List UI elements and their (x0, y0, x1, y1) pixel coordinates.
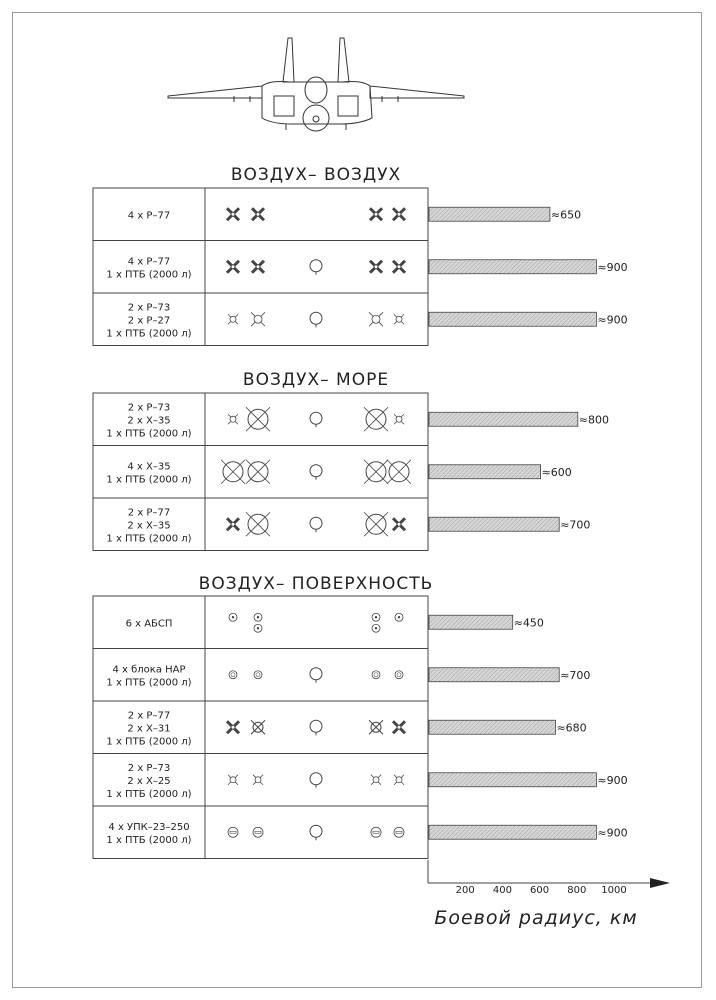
table-row (93, 649, 590, 689)
store-s-icon (394, 414, 404, 424)
missile-kh35-fins-icon (364, 407, 388, 431)
tick-label: 600 (530, 885, 550, 896)
table-row (93, 293, 628, 339)
range-value-label: ≈900 (597, 773, 628, 787)
aircraft-front-view-icon (168, 38, 464, 131)
bomb-cluster-dot-icon (257, 616, 259, 618)
missile-small-body-icon (255, 777, 261, 783)
rocket-pod-inner-icon (256, 673, 260, 677)
store-g-icon (228, 827, 238, 837)
drop-tank-icon (310, 312, 322, 324)
group-title: ВОЗДУХ– ВОЗДУХ (230, 165, 402, 185)
loadout-line: 4 x Р–77 (127, 210, 171, 222)
drop-tank-icon (310, 260, 322, 272)
loadout-line: 2 x Х–31 (127, 723, 171, 735)
missile-kh35-fins-icon (246, 407, 270, 431)
loadout-line: 1 x ПТБ (2000 л) (106, 736, 192, 748)
missile-kh35-fins-icon (246, 512, 270, 536)
store-g-icon (394, 827, 404, 837)
loadout-line: 1 x ПТБ (2000 л) (106, 428, 192, 440)
store-x-icon (370, 261, 382, 273)
drop-tank-icon (310, 668, 322, 680)
range-value-label: ≈450 (513, 616, 544, 630)
missile-body-icon (231, 265, 235, 269)
store-L-icon (364, 407, 388, 431)
store-L-icon (246, 407, 270, 431)
store-L-icon (246, 512, 270, 536)
table-row (106, 402, 609, 439)
store-L-icon (387, 460, 411, 484)
store-tank-icon (310, 260, 322, 275)
store-xs-icon (251, 720, 265, 734)
store-s-icon (228, 414, 238, 424)
loadout-line: 1 x ПТБ (2000 л) (106, 328, 192, 340)
rocket-pod-icon (395, 671, 403, 679)
range-value-label: ≈680 (556, 721, 587, 735)
store-r-icon (254, 671, 262, 679)
missile-body-icon (256, 265, 260, 269)
store-x-icon (227, 261, 239, 273)
loadout-line: 2 x Р–73 (127, 302, 171, 314)
tick-label: 1000 (601, 885, 627, 896)
loadout-line: 4 x Р–77 (127, 256, 171, 268)
gun-pod-barrel-icon (255, 831, 261, 833)
range-value-label: ≈600 (541, 465, 572, 479)
store-bb-icon (372, 613, 380, 632)
gun-pod-barrel-icon (396, 831, 402, 833)
missile-small-body-icon (230, 316, 236, 322)
x-axis (428, 860, 670, 929)
store-r-icon (372, 671, 380, 679)
missile-small-body-icon (396, 316, 402, 322)
bomb-cluster-dot-icon (232, 616, 234, 618)
store-x-icon (393, 208, 405, 220)
loadout-line: 4 x УПК–23–250 (108, 821, 190, 833)
store-bb-icon (254, 613, 262, 632)
store-x-icon (227, 208, 239, 220)
missile-r27-body-icon (372, 315, 380, 323)
store-tank-icon (310, 825, 322, 840)
missile-body-icon (397, 212, 401, 216)
missile-body-icon (374, 265, 378, 269)
gun-pod-barrel-icon (373, 831, 379, 833)
store-b-icon (229, 613, 237, 621)
missile-small-body-icon (373, 777, 379, 783)
rocket-pod-icon (254, 671, 262, 679)
chart-body (93, 165, 670, 929)
missile-small-body-icon (230, 416, 236, 422)
missile-small-body-icon (396, 777, 402, 783)
store-x-icon (393, 261, 405, 273)
range-bar (429, 465, 541, 479)
store-m-icon (369, 312, 383, 326)
gun-pod-barrel-icon (230, 831, 236, 833)
store-x-icon (393, 518, 405, 530)
store-s-icon (253, 775, 263, 785)
range-value-label: ≈700 (560, 668, 591, 682)
missile-kh35-fins-icon (246, 460, 270, 484)
loadout-line: 2 x Р–73 (127, 402, 171, 414)
range-bar (429, 312, 596, 326)
drop-tank-icon (310, 825, 322, 837)
range-bar (429, 260, 596, 274)
table-row (93, 806, 628, 846)
axis-title: Боевой радиус, км (434, 907, 638, 929)
missile-body-icon (256, 212, 260, 216)
group-3 (93, 574, 628, 859)
store-tank-icon (310, 412, 322, 427)
range-value-label: ≈700 (560, 518, 591, 532)
store-tank-icon (310, 720, 322, 735)
rocket-pod-inner-icon (231, 673, 235, 677)
range-value-label: ≈800 (578, 413, 610, 427)
range-bar (429, 517, 559, 531)
missile-kh35-fins-icon (364, 512, 388, 536)
loadout-line: 1 x ПТБ (2000 л) (106, 677, 192, 689)
store-x-icon (252, 208, 264, 220)
range-bar (429, 412, 578, 426)
loadout-line: 2 x Х–35 (127, 415, 171, 427)
store-g-icon (371, 827, 381, 837)
loadout-line: 1 x ПТБ (2000 л) (106, 533, 192, 545)
group-1 (93, 165, 628, 346)
bomb-cluster-dot-icon (375, 616, 377, 618)
bomb-cluster-dot-icon (257, 627, 259, 629)
drop-tank-icon (310, 412, 322, 424)
missile-small-body-icon (396, 416, 402, 422)
loadout-line: 2 x Х–25 (127, 775, 171, 787)
table-row (128, 207, 581, 221)
loadout-line: 1 x ПТБ (2000 л) (106, 269, 192, 281)
rocket-pod-icon (229, 671, 237, 679)
store-x-icon (370, 208, 382, 220)
tick-label: 800 (567, 885, 587, 896)
tick-label: 200 (455, 885, 475, 896)
store-b-icon (395, 613, 403, 621)
store-s-icon (228, 314, 238, 324)
store-r-icon (229, 671, 237, 679)
table-row (93, 701, 587, 747)
missile-r27-body-icon (254, 315, 262, 323)
rocket-pod-inner-icon (374, 673, 378, 677)
table-row (93, 498, 590, 544)
loadout-line: 1 x ПТБ (2000 л) (106, 474, 192, 486)
table-row (126, 613, 544, 632)
store-r-icon (395, 671, 403, 679)
missile-kh35-fins-icon (221, 460, 245, 484)
gun-pod-icon (394, 827, 404, 837)
loadout-line: 4 x Х–35 (127, 461, 171, 473)
store-x-icon (227, 518, 239, 530)
gun-pod-icon (371, 827, 381, 837)
store-x-icon (252, 261, 264, 273)
missile-body-icon (397, 265, 401, 269)
range-value-label: ≈900 (597, 260, 628, 274)
loadout-line: 2 x Р–73 (127, 762, 171, 774)
store-s-icon (371, 775, 381, 785)
store-s-icon (394, 775, 404, 785)
drop-tank-icon (310, 465, 322, 477)
store-L-icon (246, 460, 270, 484)
drop-tank-icon (310, 773, 322, 785)
store-s-icon (394, 314, 404, 324)
loadout-line: 4 x блока НАР (112, 664, 186, 676)
loadout-line: 2 x Р–27 (127, 315, 171, 327)
group-title: ВОЗДУХ– МОРЕ (242, 370, 390, 390)
loadout-line: 2 x Х–35 (127, 520, 171, 532)
missile-body-icon (397, 522, 401, 526)
store-g-icon (253, 827, 263, 837)
missile-body-icon (231, 212, 235, 216)
loadout-line: 1 x ПТБ (2000 л) (106, 834, 192, 846)
store-xs-icon (369, 720, 383, 734)
store-L-icon (221, 460, 245, 484)
loadout-line: 2 x Р–77 (127, 710, 171, 722)
range-value-label: ≈650 (550, 208, 582, 222)
store-tank-icon (310, 668, 322, 683)
store-tank-icon (310, 312, 322, 327)
range-bar (429, 668, 559, 682)
loadout-line: 6 x АБСП (125, 618, 173, 630)
range-bar (429, 825, 596, 839)
missile-body-icon (231, 522, 235, 526)
range-bar (429, 773, 596, 787)
store-x-icon (393, 721, 405, 733)
range-bar (429, 720, 555, 734)
group-2 (93, 370, 609, 551)
store-tank-icon (310, 465, 322, 480)
range-bar (429, 615, 513, 629)
rocket-pod-icon (372, 671, 380, 679)
table-row (93, 754, 628, 800)
store-x-icon (227, 721, 239, 733)
rocket-pod-inner-icon (397, 673, 401, 677)
bomb-cluster-dot-icon (375, 627, 377, 629)
missile-body-icon (374, 212, 378, 216)
range-bar (429, 207, 550, 221)
missile-kh35-fins-icon (364, 460, 388, 484)
store-L-icon (364, 460, 388, 484)
gun-pod-icon (228, 827, 238, 837)
store-tank-icon (310, 773, 322, 788)
axis-arrow-icon (650, 878, 670, 888)
bomb-cluster-dot-icon (398, 616, 400, 618)
missile-body-icon (397, 725, 401, 729)
gun-pod-icon (253, 827, 263, 837)
missile-body-icon (231, 725, 235, 729)
tick-label: 400 (492, 885, 512, 896)
missile-small-body-icon (230, 777, 236, 783)
store-tank-icon (310, 517, 322, 532)
store-s-icon (228, 775, 238, 785)
group-title: ВОЗДУХ– ПОВЕРХНОСТЬ (198, 574, 434, 594)
loadout-line: 1 x ПТБ (2000 л) (106, 788, 192, 800)
range-value-label: ≈900 (597, 313, 628, 327)
drop-tank-icon (310, 720, 322, 732)
range-value-label: ≈900 (597, 826, 628, 840)
missile-kh35-fins-icon (387, 460, 411, 484)
table-row (93, 446, 572, 486)
store-m-icon (251, 312, 265, 326)
store-L-icon (364, 512, 388, 536)
loadout-line: 2 x Р–77 (127, 507, 171, 519)
table-row (93, 241, 628, 281)
drop-tank-icon (310, 517, 322, 529)
